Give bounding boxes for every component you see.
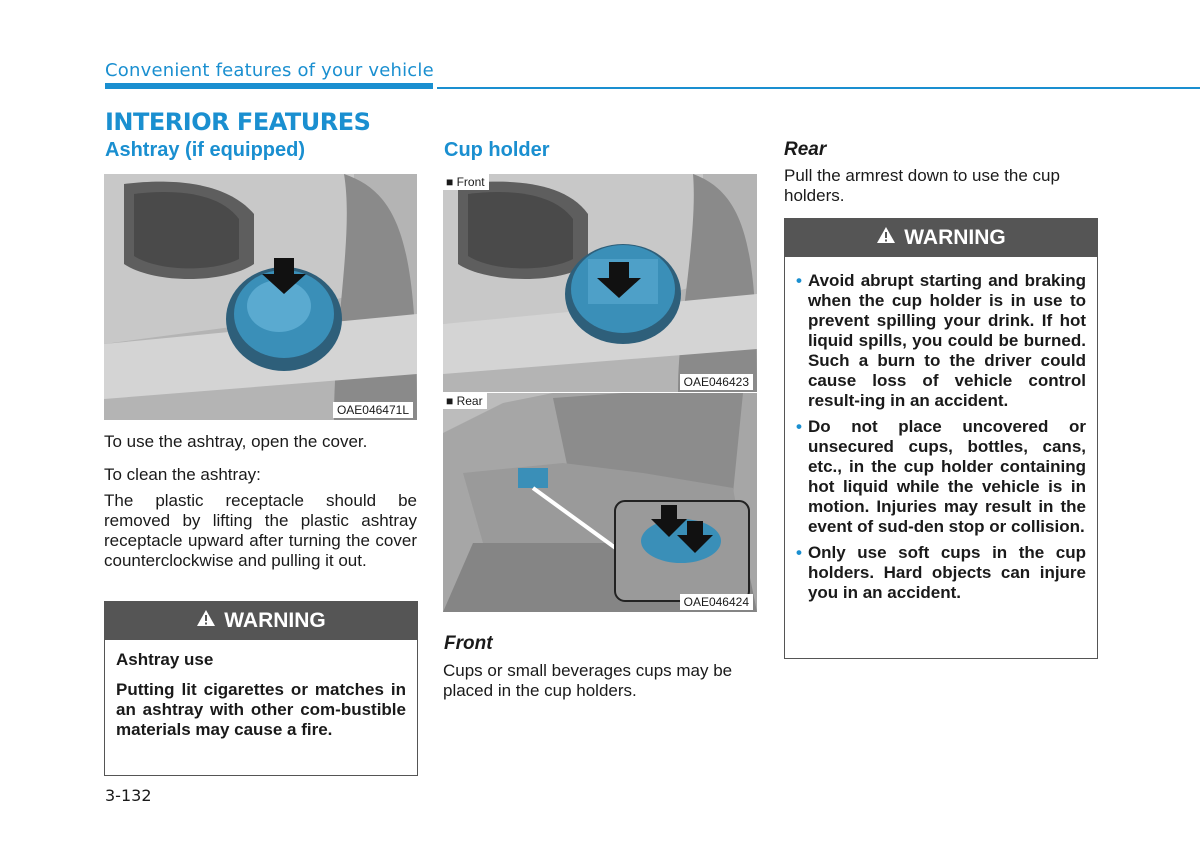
rear-warning-box <box>784 218 1098 659</box>
warning-bullet-text: Only use soft cups in the cup holders. Hard objects can injure you in an accident. <box>807 543 1086 602</box>
front-heading: Front <box>444 633 493 654</box>
header-rule-thin <box>437 87 1200 89</box>
rear-heading: Rear <box>784 139 827 160</box>
ashtray-open-text: To use the ashtray, open the cover. <box>104 432 368 451</box>
warning-triangle-icon <box>196 609 216 633</box>
ashtray-warning-title: WARNING <box>224 609 326 632</box>
warning-bullet <box>796 271 1086 411</box>
front-figure-label: ■ Front <box>443 174 489 190</box>
rear-figure-label: ■ Rear <box>443 393 487 409</box>
rear-warning-title: WARNING <box>904 226 1006 249</box>
warning-bullet <box>796 417 1086 537</box>
ashtray-warning-subtitle: Ashtray use <box>116 650 214 669</box>
warning-bullet-text: Do not place uncovered or unsecured cups, bottles, cans, etc., in the cup holder containing hot liquid while the vehicle is in motion. Injuries may result in the event of sud-den stop or collision. <box>807 417 1086 536</box>
ashtray-figure-code: OAE046471L <box>333 402 413 418</box>
front-cup-holder-figure <box>443 174 757 392</box>
ashtray-remove-text: The plastic receptacle should be removed by lifting the plastic ashtray receptacle upward after turning the cover counterclockwise and pulling it out. <box>104 491 417 570</box>
front-text: Cups or small beverages cups may be placed in the cup holders. <box>443 661 733 700</box>
front-figure-code: OAE046423 <box>680 374 753 390</box>
warning-triangle-icon <box>876 226 896 250</box>
warning-bullet-text: Avoid abrupt starting and braking when the cup holder is in use to prevent spilling your drink. If hot liquid spills, you could be burned. Such a burn to the driver could cause loss of vehicle control result-ing in an accident. <box>807 271 1086 410</box>
ashtray-warning-box <box>104 601 418 776</box>
ashtray-warning-text: Putting lit cigarettes or matches in an ashtray with other com-bustible materials may cause a fire. <box>116 680 406 739</box>
header-title: Convenient features of your vehicle <box>105 60 434 81</box>
ashtray-heading: Ashtray (if equipped) <box>105 139 306 161</box>
bullet-dot-icon: • <box>796 543 802 562</box>
page-number: 3-132 <box>105 786 152 805</box>
rear-text: Pull the armrest down to use the cup holders. <box>784 166 1060 205</box>
ashtray-clean-text: To clean the ashtray: <box>104 465 261 484</box>
warning-bullet <box>796 543 1086 603</box>
section-title: INTERIOR FEATURES <box>105 108 371 136</box>
ashtray-figure <box>104 174 417 420</box>
rear-warning-header <box>785 219 1097 257</box>
rear-cup-holder-figure <box>443 392 757 612</box>
ashtray-warning-header <box>105 602 417 640</box>
bullet-dot-icon: • <box>796 417 802 436</box>
rear-figure-code: OAE046424 <box>680 594 753 610</box>
cup-holder-heading: Cup holder <box>444 139 550 161</box>
header-rule-thick <box>105 83 433 89</box>
bullet-dot-icon: • <box>796 271 802 290</box>
